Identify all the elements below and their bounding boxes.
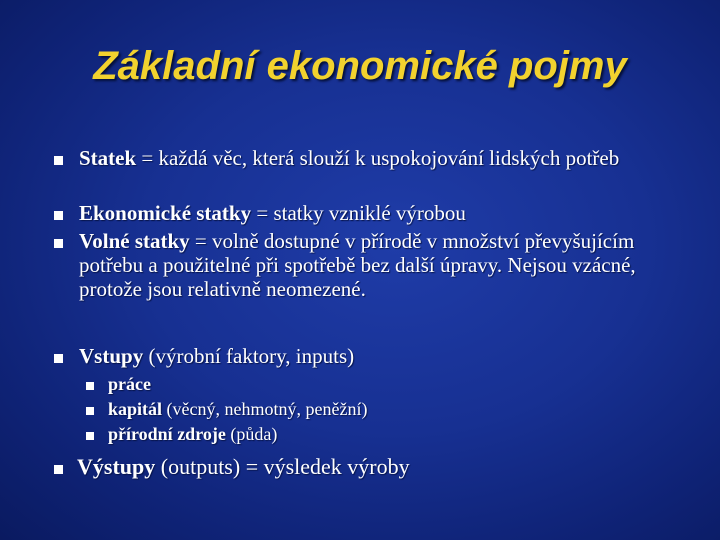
bullet-rest: (outputs) = výsledek výroby: [155, 454, 410, 479]
sub-bullet-text: [108, 423, 688, 445]
sub-bullet-rest: (půda): [225, 424, 278, 444]
square-bullet-icon: [54, 211, 63, 220]
square-bullet-icon: [54, 465, 63, 474]
bullet-term: Statek: [79, 146, 137, 170]
bullet-text: [79, 201, 699, 225]
bullet-term: Ekonomické statky: [79, 201, 252, 225]
bullet-term: Volné statky: [79, 229, 190, 253]
bullet-text: [77, 455, 697, 479]
bullet-text: [79, 344, 699, 368]
bullet-term: Vstupy: [79, 344, 144, 368]
sub-bullet-term: přírodní zdroje: [108, 424, 226, 444]
bullet-text: [79, 229, 694, 301]
square-bullet-icon: [86, 432, 94, 440]
bullet-rest: = volně dostupné v přírodě v množství převyšujícím potřebu a použitelné při spotřebě bez další úpravy. Nejsou vzácné, protože jsou relativně neomezené.: [79, 229, 636, 301]
square-bullet-icon: [54, 239, 63, 248]
bullet-rest: = každá věc, která slouží k uspokojování lidských potřeb: [136, 146, 620, 170]
square-bullet-icon: [86, 407, 94, 415]
square-bullet-icon: [54, 156, 63, 165]
slide-title: Základní ekonomické pojmy: [93, 44, 627, 88]
sub-bullet-rest: (věcný, nehmotný, peněžní): [162, 399, 368, 419]
bullet-term: Výstupy: [77, 454, 156, 479]
sub-bullet-term: kapitál: [108, 399, 163, 419]
square-bullet-icon: [54, 354, 63, 363]
bullet-rest: = statky vzniklé výrobou: [251, 201, 466, 225]
bullet-text: [79, 146, 699, 170]
sub-bullet-term: práce: [108, 374, 151, 394]
sub-bullet-text: [108, 398, 688, 420]
sub-bullet-text: [108, 373, 688, 395]
bullet-rest: (výrobní faktory, inputs): [143, 344, 355, 368]
square-bullet-icon: [86, 382, 94, 390]
